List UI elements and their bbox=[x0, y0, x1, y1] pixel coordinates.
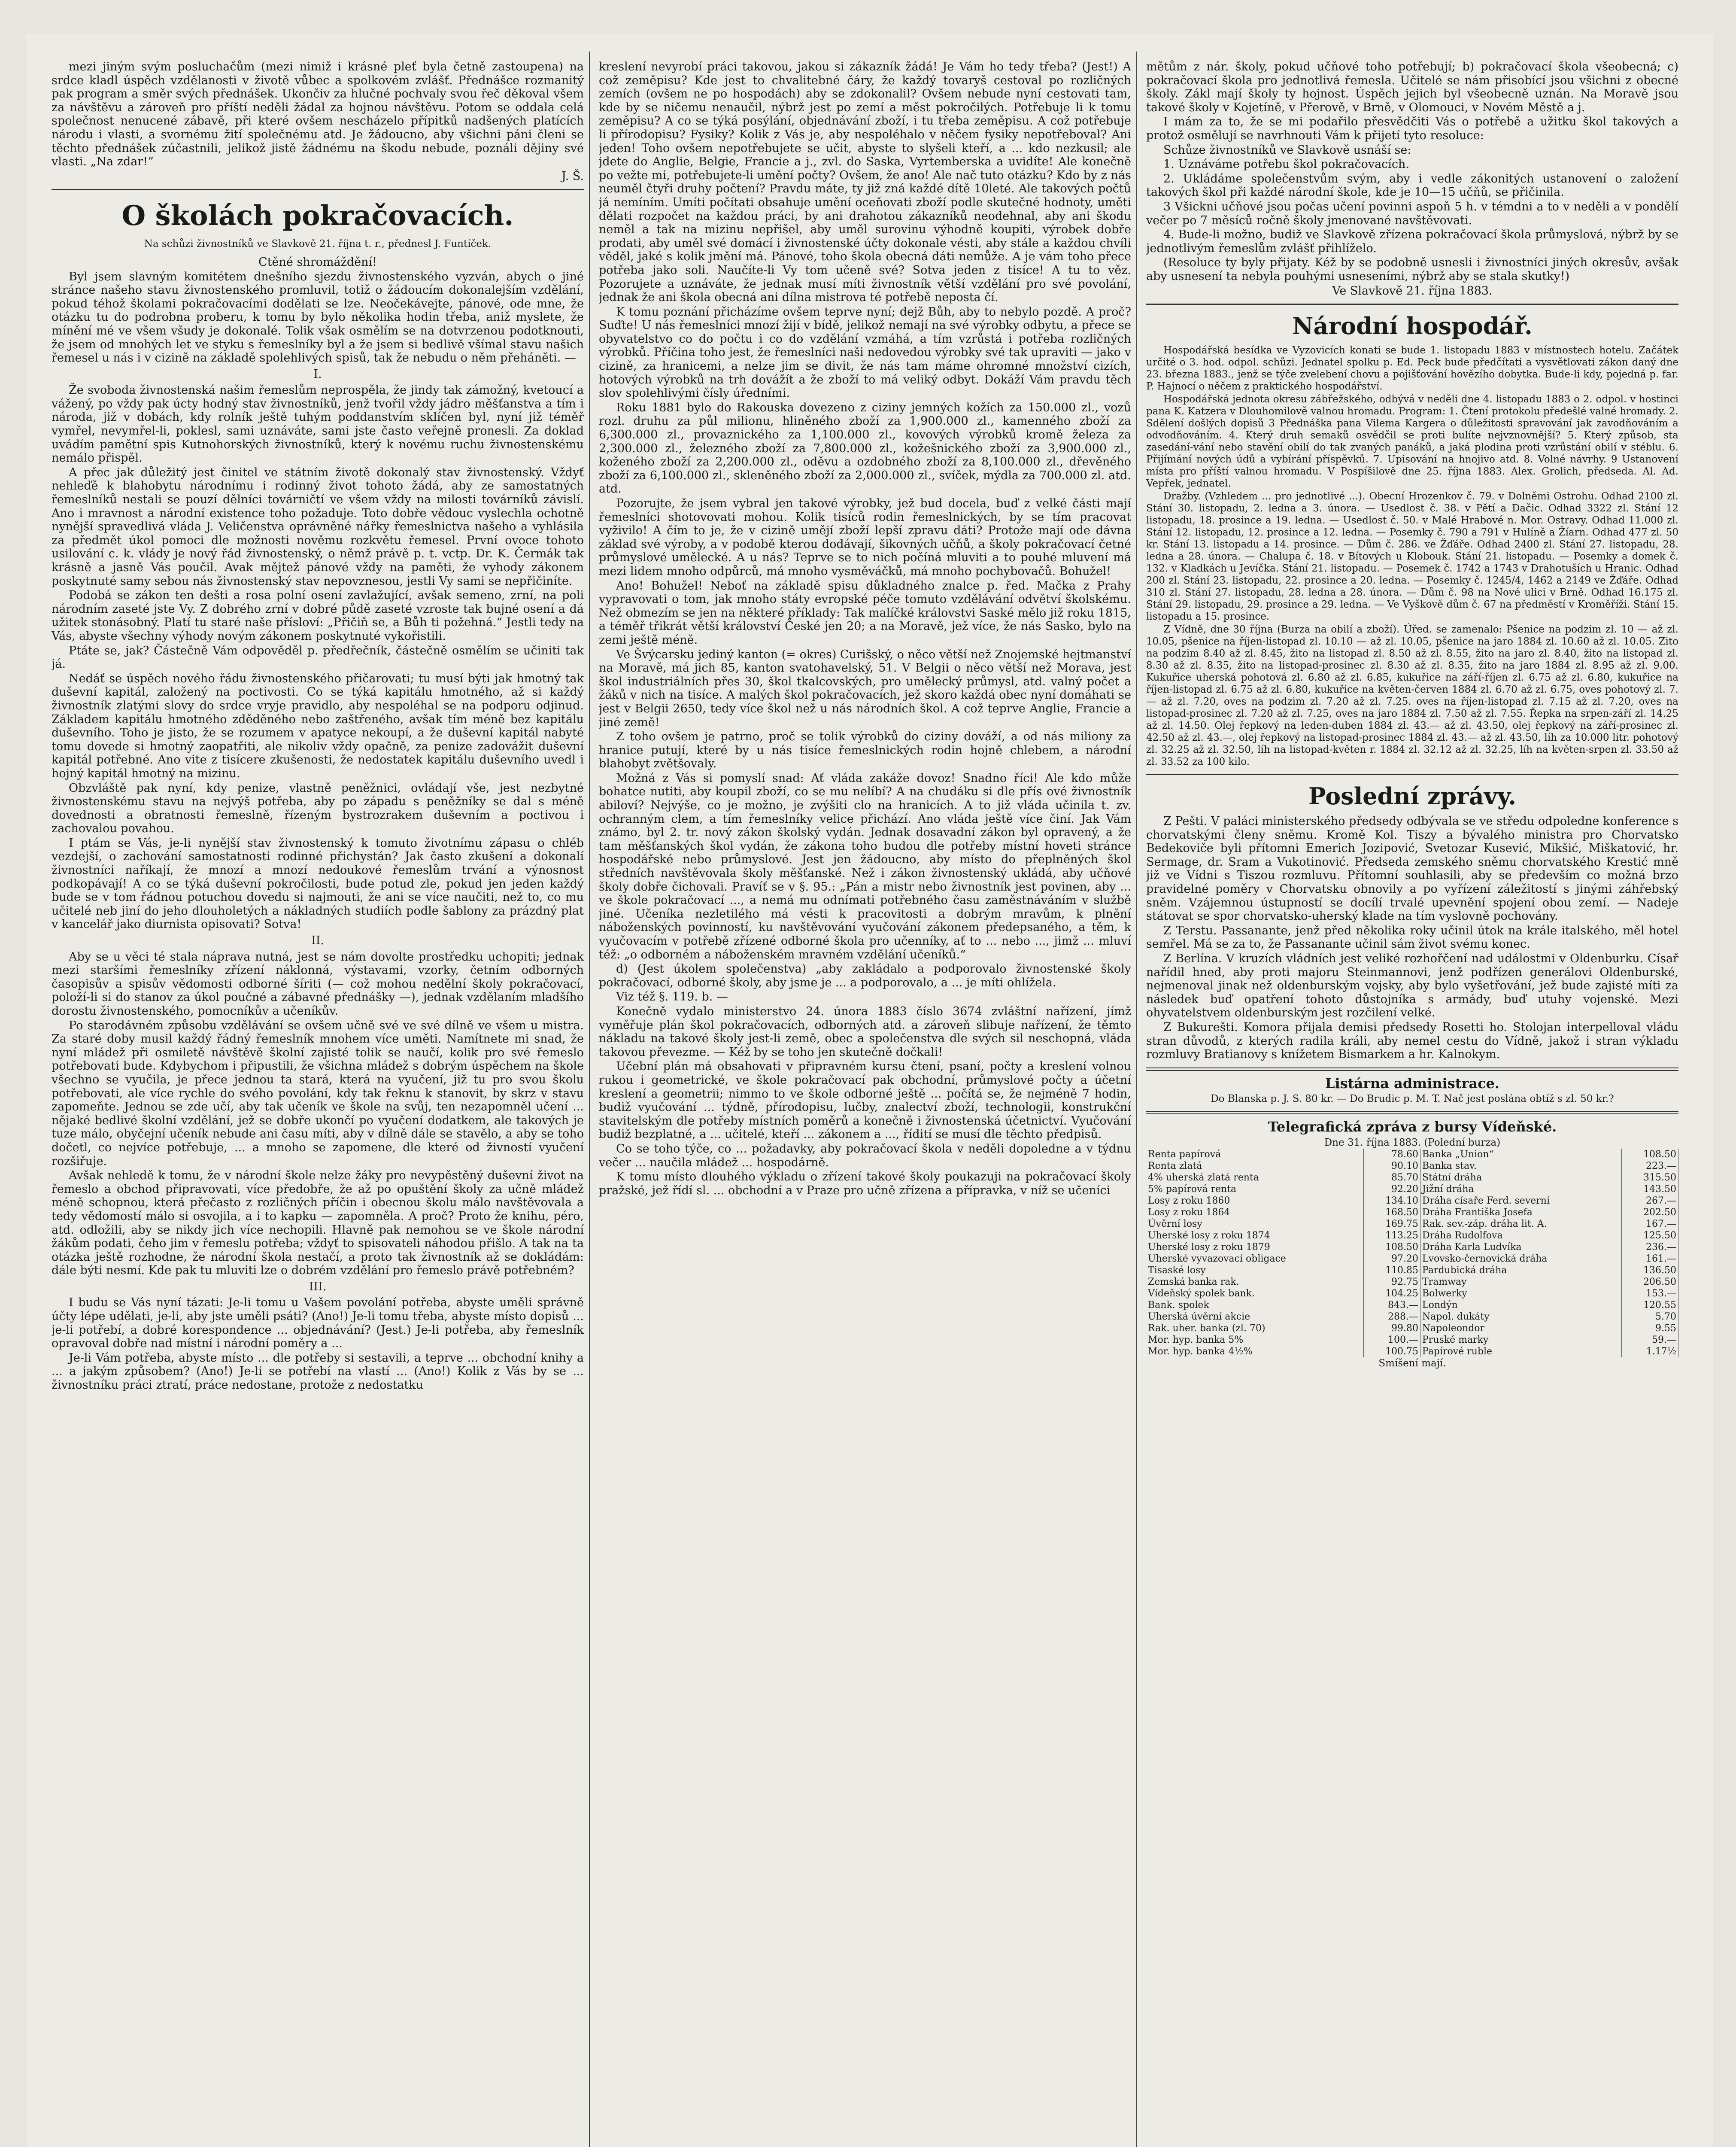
exchange-price: 59.— bbox=[1622, 1334, 1678, 1346]
exchange-price: 134.10 bbox=[1364, 1195, 1420, 1207]
exchange-price: 153.— bbox=[1622, 1288, 1678, 1299]
exchange-price: 161.— bbox=[1622, 1253, 1678, 1265]
article-paragraph: Roku 1881 bylo do Rakouska dovezeno z ciziny jemných kožích za 150.000 zl., vozů rozl. druhu za půl milionu, hliněného zboží za 1,900.000 zl., kamenného zboží za 6,300.000 zl., provaznického za 1,100.000 zl., kovových výrobků kromě železa za 2,300.000 zl., železného zboží za 7,800.000 zl., kožešnického zboží za 3,900.000 zl., koženého zboží za 2,200.000 zl., oděvu a ozdobného zboží za 8,100.000 zl., dřevěného zboží za 6,100.000 zl., skleněného zboží za 2,000.000 zl., svíček, mýdla za 700.000 zl. atd. atd. bbox=[599, 401, 1131, 496]
article-paragraph: mětům z nár. školy, pokud učňové toho potřebují; b) pokračovací škola všeobecná; c) pokračovací škola pro jednotlivá řemesla. Učitelé se nám přisobící jsou všichni z obecné školy. Zákl mají školy ty hojnost. Úspěch jejich byl všeobecně uznán. Na Moravě jsou takové školy v Kojetíně, v Přerově, v Brně, v Olomouci, v Novém Městě a j. bbox=[1146, 60, 1678, 114]
article-paragraph: I mám za to, že se mi podařilo přesvědčiti Vás o potřebě a užitku škol takových a protož osmělují se navrhnouti Vám k přijetí tyto resoluce: bbox=[1146, 115, 1678, 142]
exchange-price: 206.50 bbox=[1622, 1276, 1678, 1288]
exchange-price: 202.50 bbox=[1622, 1207, 1678, 1218]
exchange-row bbox=[1146, 1230, 1678, 1241]
exchange-security: Dráha Františka Josefa bbox=[1420, 1207, 1622, 1218]
exchange-price: 108.50 bbox=[1622, 1149, 1678, 1160]
exchange-price: 236.— bbox=[1622, 1241, 1678, 1253]
exchange-security: Bank. spolek bbox=[1146, 1299, 1364, 1311]
exchange-row bbox=[1146, 1149, 1678, 1160]
article-paragraph: d) (Jest úkolem společenstva) „aby zakládalo a podporovalo živnostenské školy pokračovací, odborné školy, aby jsme je ... a podporovalo, a ... je míti ohlížela. bbox=[599, 962, 1131, 989]
intro-signature: J. Š. bbox=[561, 169, 584, 183]
salutation: Ctěné shromáždění! bbox=[258, 255, 377, 269]
exchange-security: Jižní dráha bbox=[1420, 1183, 1622, 1195]
exchange-security: Mor. hyp. banka 4½% bbox=[1146, 1346, 1364, 1357]
exchange-row bbox=[1146, 1288, 1678, 1299]
exchange-table bbox=[1146, 1149, 1678, 1357]
article-paragraph: Podobá se zákon ten dešti a rosa polní osení zavlažující, avšak semeno, zrní, na poli národním zaseté jste Vy. Z dobrého zrní v dobré půdě zaseté vzroste tak bujné osení a dá užitek stonásobný. Platí tu staré naše přísloví: „Přičiň se, a Bůh ti požehná.“ Jestli tedy na Vás, abyste všechny výhody novým zákonem poskytnuté vykořistili. bbox=[52, 589, 584, 643]
exchange-row bbox=[1146, 1334, 1678, 1346]
article-paragraph: Ano! Bohužel! Neboť na základě spisu důkladného znalce p. řed. Mačka z Prahy vypravovati o tom, jak mnoho státy evropské péče tomuto vzdělávání odvětví školskému. Než obmezím se jen na některé příklady: Tak malíčké královstvi Saské mělo již roku 1815, a téměř třikrát větší království České jen 20; a na Moravě, jež více, že nás Sasko, bylo na zemi ještě méně. bbox=[599, 579, 1131, 647]
resolution-item: 2. Ukládáme společenstvům svým, aby i vedle zákonitých ustanovení o založení takových škol při každé národní škole, kde je 10—15 učňů, se přičinila. bbox=[1146, 172, 1678, 199]
exchange-security: Tisaské losy bbox=[1146, 1265, 1364, 1276]
exchange-security: Uherská úvěrní akcie bbox=[1146, 1311, 1364, 1323]
column-3 bbox=[1146, 60, 1678, 2147]
exchange-row bbox=[1146, 1276, 1678, 1288]
exchange-price: 168.50 bbox=[1364, 1207, 1420, 1218]
section-numeral: II. bbox=[311, 934, 324, 948]
exchange-security: Banka „Union“ bbox=[1420, 1149, 1622, 1160]
exchange-row bbox=[1146, 1346, 1678, 1357]
exchange-price: 169.75 bbox=[1364, 1218, 1420, 1230]
exchange-title: Telegrafická zpráva z bursy Vídeňské. bbox=[1268, 1119, 1557, 1135]
article-paragraph: A přec jak důležitý jest činitel ve státním životě dokonalý stav živnostenský. Vždyť nehleďě k blahobytu národnímu i rodinný život tohoto žádá, aby ze samostatných řemeslníků nestali se pouzí dělníci továrničtí ve všem vždy na milosti továrníků závislí. Ano i mravnost a národní existence toho požaduje. Toto dobře vědouc vyslechla ochotně nynější spravedlivá vláda J. Veličenstva oprávněné nářky řemeslnictva našeho a vyhlásila za předmět úkol pomoci dle možnosti nověmu rozkvětu řemesel. První ovoce tohoto usilování c. k. vlády je nový řád živnostenský, o němž právě p. t. vctp. Dr. K. Čermák tak krásně a jasně Vás poučil. Avak mějtež pánové vždy na paměti, že vyhody zákonem poskytnuté samy sebou nás živnostenský stav nepovznesou, jestli Vy sami se nepřičiníte. bbox=[52, 465, 584, 588]
article-paragraph: I budu se Vás nyní tázati: Je-li tomu u Vašem povolání potřeba, abyste uměli správně účty lépe udělati, je-li, aby jste uměli psáti? (Ano!) Je-li tomu třeba, abyste místo dopisů ... je-li potřebí, a dobré korespondence ... objednávání? (Jest.) Je-li potřeba, aby řemeslník opravoval dobře nad místní i národní poměry a ... bbox=[52, 1296, 584, 1350]
exchange-security: Zemská banka rak. bbox=[1146, 1276, 1364, 1288]
article-paragraph: Pozorujte, že jsem vybral jen takové výrobky, jež bud docela, buď z velké části mají řemeslníci shotovovati mohou. Kolik tisíců rodin řemeslnických, by se tím pracovat vyživilo! A čím to je, že v cizině umějí zboží lepší zpravu dáti? Protože mají ode dávna základ své výroby, a v podobě kterou dodávají, šikovných učňů, a školy pokračovací četné průmyslové umělecké. A u nás? Teprve se to nich počíná mluviti a to pouhé mluvení má mezi lidem mnoho odpůrců, má mnoho vysměváčků, má mnoho pochybovačů. Bohužel! bbox=[599, 497, 1131, 578]
exchange-price: 108.50 bbox=[1364, 1241, 1420, 1253]
exchange-security: Úvěrní losy bbox=[1146, 1218, 1364, 1230]
resolution-item: 1. Uznáváme potřebu škol pokračovacích. bbox=[1163, 158, 1410, 171]
exchange-security: Lvovsko-černovická dráha bbox=[1420, 1253, 1622, 1265]
article-paragraph: Ptáte se, jak? Částečně Vám odpověděl p. předřečník, částečně osmělím se učiniti tak já. bbox=[52, 644, 584, 671]
article-paragraph: Z toho ovšem je patrno, proč se tolik výrobků do ciziny dováží, a od nás miliony za hranice putují, které by u nás tisíce řemeslnických rodin hojně chlebem, a národní blahobyt zvětšovaly. bbox=[599, 730, 1131, 771]
section-numeral: III. bbox=[309, 1280, 327, 1293]
exchange-row bbox=[1146, 1218, 1678, 1230]
exchange-price: 99.80 bbox=[1364, 1323, 1420, 1334]
exchange-price: 92.20 bbox=[1364, 1183, 1420, 1195]
article-paragraph: Konečně vydalo ministerstvo 24. února 1883 číslo 3674 zvláštní nařízení, jímž vyměřuje plán škol pokračovacích, odborných atd. a zároveň slibuje nařízení, že těmto nákladu na takové školy jest-li země, obec a společenstva dle svých sil neschopná, vláda takovou převezme. — Kéž by se toho jen skutečně dočkali! bbox=[599, 1004, 1131, 1059]
exchange-security: Pruské marky bbox=[1420, 1334, 1622, 1346]
place-date: Ve Slavkově 21. října 1883. bbox=[1332, 284, 1493, 298]
exchange-price: 110.85 bbox=[1364, 1265, 1420, 1276]
article-paragraph: Nedáť se úspěch nového řádu živnostenského přičarovati; tu musí býti jak hmotný tak duševní kapitál, založený na poctivosti. Co se týká kapitálu hmotného, až si každý živnostník zlatými slovy do srdce vryje pravidlo, aby nespoléhal se na podporu odjinud. Základem kapitálu hmotného zděděného nebo zaštřeného, avšak tím méně bez kapitálu duševního. Toho je jisto, že se rozumem v apatyce nekoupí, a že duševní kapitál nabyté tomu dovede si hmotný zaopatřiti, ale nikoliv vždy opačně, za penize zadovážit duševní kapitál potřebné. Ano vite z tisícere zkušenosti, že nedostatek kapitálu duševního uvedl i hojný kapitál hmotný na mizinu. bbox=[52, 672, 584, 780]
divider bbox=[1146, 774, 1678, 775]
economy-paragraph: Hospodářská besídka ve Vyzovicích konati se bude 1. listopadu 1883 v místnostech hotelu. Začátek určité o 3. hod. odpol. schůzi. Jednatel spolku p. Ed. Peck bude předčítati a vysvětlovati zákon daný dne 23. března 1883., jenž se týče zvelebení chovu a pojišťování hovězího dobytka. Bude-li kdy, pojedná p. far. P. Hajnocí o něčem z praktického hospodářství. bbox=[1146, 345, 1678, 392]
exchange-security: Vídeňský spolek bank. bbox=[1146, 1288, 1364, 1299]
article-paragraph: K tomu poznání přicházíme ovšem teprve nyní; dejž Bůh, aby to nebylo pozdě. A proč? Suďte! U nás řemeslníci mnozí žijí v bídě, jelikož nemají na své výrobky odbytu, a přece se obyvatelstvo co do počtu i co do vzdělání vzmáhá, a tím vzrůstá i potřeba rozličných výrobků. Příčina toho jest, že řemeslníci naši nedovedou výrobky své tak upraviti — jako v cizině, za hranicemi, a nelze jim se divit, že nás tam máme ohromné množství cizích, hotových výrobků na trh dovážít a že zboží to má veliký odbyt. Dokáží Vám pravdu těch slov spolehlivými čísly úředními. bbox=[599, 305, 1131, 400]
exchange-price: 100.— bbox=[1364, 1334, 1420, 1346]
newspaper-page bbox=[26, 34, 1713, 2147]
economy-paragraph: Dražby. (Vzhledem ... pro jednotlivé ...). Obecní Hrozenkov č. 79. v Dolněmi Ostrohu. Odhad 2100 zl. Stání 30. listopadu, 2. ledna a 3. února. — Usedlost č. 38. v Pětí a Dačic. Odhad 3322 zl. Stání 12 listopadu, 18. prosince a 19. ledna. — Usedlost č. 50. v Malé Hrabové n. Mor. Ostravy. Odhad 11.000 zl. Stání 12. listopadu, 12. prosince a 12. ledna. — Posemky č. 790 a 791 v Hulíně a Žíarn. Odhad 477 zl. 50 kr. Stání 13. listopadu a 14. prosince. — Dům č. 286. ve Žďáře. Odhad 2400 zl. Stání 27. listopadu, 28. ledna a 28. února. — Chalupa č. 18. v Bítových u Klobouk. Stání 21. listopadu. — Posemky a domek č. 132. v Kladkách u Jevíčka. Stání 21. listopadu. — Posemek č. 1742 a 1743 v Drahotuších u Hranic. Odhad 200 zl. Stání 23. listopadu, 22. prosince a 20. ledna. — Posemky č. 1245/4, 1462 a 2149 ve Žďáře. Odhad 310 zl. Stání 27. listopadu, 28. ledna a 28. února. — Dům č. 98 na Nové ulici v Brně. Odhad 16.175 zl. Stání 29. listopadu, 29. prosince a 29. ledna. — Ve Vyškově dům č. 67 na předměstí v Kroměříži. Stání 15. listopadu a 15. prosince. bbox=[1146, 491, 1678, 623]
exchange-price: 125.50 bbox=[1622, 1230, 1678, 1241]
column-2 bbox=[599, 60, 1131, 2147]
exchange-price: 315.50 bbox=[1622, 1172, 1678, 1183]
exchange-price: 113.25 bbox=[1364, 1230, 1420, 1241]
exchange-security: Uherské vyvazovací obligace bbox=[1146, 1253, 1364, 1265]
exchange-price: 78.60 bbox=[1364, 1149, 1420, 1160]
resolution-item: 4. Bude-li možno, budiž ve Slavkově zřízena pokračovací škola průmyslová, nýbrž by se jednotlivým řemeslům zvlášť přihlíželo. bbox=[1146, 228, 1678, 255]
exchange-price: 1.17½ bbox=[1622, 1346, 1678, 1357]
economy-paragraph: Hospodářská jednota okresu zábřežského, odbývá v neděli dne 4. listopadu 1883 o 2. odpol. v hostinci pana K. Katzera v Dlouhomilově valnou hromadu. Program: 1. Čtení protokolu předešlé valné hromady. 2. Sdělení došlých dopisů 3 Přednáška pana Vilema Kargera o důležitosti spravování jak zavodňováním a odvodňováním. 4. Který druh semaků osvědčil se proti bulíte nejvznovnější? 5. Který způsob, sta zasedání-vání nebo stavění obilí do tak zvaných panáků, a jaká plodina proti vzrůstání obilí v stéblu. 6. Přijímání nových údů a vybírání příspěvků. 7. Upisování na hnojivo atd. 8. Volné návrhy. 9 Ustanovení místa pro příští valnou hromadu. V Pospíšilově dne 25. října 1883. Alex. Grolich, předseda. Al. Ad. Vepřek, jednatel. bbox=[1146, 394, 1678, 490]
exchange-security: Papírové ruble bbox=[1420, 1346, 1622, 1357]
divider bbox=[1146, 1067, 1678, 1071]
article-paragraph: Obzvláště pak nyní, kdy penize, vlastně peněžnici, ovládají vše, jest nezbytné živnostenskému stavu na nejvýš potřeba, aby po západu s peněžníky se dal s méně dovednosti a obratnosti řemeslně, řízeným bystrozrakem duševním a poctivou i zachovalou povahou. bbox=[52, 781, 584, 836]
exchange-price: 143.50 bbox=[1622, 1183, 1678, 1195]
article-paragraph: Po starodávném způsobu vzdělávání se ovšem učně své ve své dílně ve všem u mistra. Za staré doby musil každý řádný řemeslník mnohem více uměti. Namítnete mi snad, že nyní mládež při osmiletě návštěvě školní zajisté tolik se naučí, kolik pro své řemeslo potřebovati bude. Kdybychom i připustili, že všichna mládež s dobrým úspěchem na škole všechno se vyučila, je přece jednou ta stará, která na vyučení, již tu pro svou školu potřebovati, ale více rychle do svého povolání, kdy tak řeknu k stanovit, by skrz v stavu zapomeňte. Jednou se zde učí, aby tak učeník ve škole na svůj, ten nezapomněl učení ... nějaké bedlivé školní vzdělání, jež se dobře ukončí po vyučení dodatkem, ale takových je tuze málo, obyčejní učeník nebude ani času míti, aby v dílně dále se stavělo, a aby se toho dočetl, co nejvíce potřebuje, ... a mnoho se zapomene, dle které od živností vyučení rozšiřuje. bbox=[52, 1019, 584, 1168]
divider bbox=[1146, 304, 1678, 305]
article-paragraph: Co se toho týče, co ... požadavky, aby pokračovací škola v neděli dopoledne a v týdnu večer ... naučila mládež ... hospodárně. bbox=[599, 1142, 1131, 1169]
exchange-security: 5% papírová renta bbox=[1146, 1183, 1364, 1195]
exchange-price: 288.— bbox=[1364, 1311, 1420, 1323]
article-paragraph: K tomu místo dlouhého výkladu o zřízení takové školy poukazuji na pokračovací školy pražské, jež řídí sl. ... obchodní a v Praze pro učně zřízena a přípravka, v níž se učeníci bbox=[599, 1170, 1131, 1197]
exchange-security: Losy z roku 1864 bbox=[1146, 1207, 1364, 1218]
admin-title: Listárna administrace. bbox=[1325, 1075, 1500, 1092]
exchange-security: Dráha Karla Ludvíka bbox=[1420, 1241, 1622, 1253]
exchange-security: Státní dráha bbox=[1420, 1172, 1622, 1183]
divider bbox=[1146, 1111, 1678, 1114]
article-paragraph: Ve Švýcarsku jediný kanton (= okres) Curišský, o něco větší než Znojemské hejtmanství na Moravě, má jich 85, kanton svatohavelský, 51. V Belgii o něco větší než Morava, jest škol industriálních přes 30, škol tkalcovských, pro umělecký průmysl, atd. valný počet a žáků v nich na tisíce. A malých škol pokračovacích, jež skoro každá obec nyní domáhati se jest v Belgii 2650, tedy více škol než u nás národních škol. A což teprve Anglie, Francie a jiné země! bbox=[599, 648, 1131, 729]
exchange-security: 4% uherská zlatá renta bbox=[1146, 1172, 1364, 1183]
news-paragraph: Z Berlína. V kruzích vládních jest veliké rozhořčení nad událostmi v Oldenburku. Císař nařídil hned, aby proti majoru Steinmannovi, jenž podřízen generálovi Oldenburské, nejmenoval jinak než oldenburským vojsky, aby bylo vyšetřování, jež bude zajisté míti za následek buď opatření tohoto důstojníka s armády, buď utuhy vojenské. Mezi ohyvatelstvem oldenburským jest rozčilení velké. bbox=[1146, 952, 1678, 1020]
article-paragraph: Učební plán má obsahovati v připravném kursu čtení, psaní, počty a kreslení volnou rukou i geometrické, ve škole pokračovací pak obchodní, průmyslové počty a účetní kreslení a geometrii; nimmo to ve škole odborné ještě ... počítá se, že nejméně 7 hodin, budiž vyučování ... týdně, přírodopisu, lučby, znalectví zboží, technologii, konstrukční stavitelským dle potřeby místních poměrů a konečně i živnostenská účetnictví. Vyučování budiž bezplatné, a ... učitelé, kteří ... zákonem a ..., řídití se musí dle těchto předpisů. bbox=[599, 1060, 1131, 1141]
economy-paragraph: Z Vídně, dne 30 října (Burza na obilí a zboží). Úřed. se zamenalo: Pšenice na podzim zl. 10 — až zl. 10.05, pšenice na říjen-listopad zl. 10.10 — až zl. 10.05, pšenice na jaro 1884 zl. 10.60 až zl. 10.05. Zito na podzim 8.40 až zl. 8.45, žito na listopad zl. 8.50 až zl. 8.55, žito na jaro zl. 8.40, žito na listopad zl. 8.30 až zl. 8.35, žito na listopad-prosinec zl. 8.30 až zl. 8.35, žito na jaro 1884 zl. 8.95 až zl. 9.00. Kukuřice uherská pohotová zl. 6.80 až zl. 6.85, kukuřice na září-říjen zl. 6.75 až zl. 6.80, kukuřice na říjen-listopad zl. 6.75 až zl. 6.80, kukuřice na květen-červen 1884 zl. 6.70 až zl. 6.75, oves pohotový zl. 7.— až zl. 7.20, oves na podzim zl. 7.20 až zl. 7.25. oves na říjen-listopad zl. 7.15 až zl. 7.20, oves na listopad-prosinec zl. 7.20 až zl. 7.25, oves na jaro 1884 zl. 7.50 až zl. 7.55. Řepka na srpen-září zl. 14.25 až zl. 14.50. Olej řepkový na leden-duben 1884 zl. 43.— až zl. 43.50, olej řepkový na září-prosinec zl. 42.50 až zl. 43.—, olej řepkový na listopad-prosinec 1884 zl. 43.— až zl. 43.50, líh za 10.000 litr. pohotový zl. 32.25 až zl. 32.50, líh na listopad-květen r. 1884 zl. 32.12 až zl. 32.25, líh na květen-srpen zl. 33.50 až zl. 33.52 za 100 kilo. bbox=[1146, 624, 1678, 768]
exchange-security: Bolwerky bbox=[1420, 1288, 1622, 1299]
section-title-economy: Národní hospodář. bbox=[1292, 312, 1533, 340]
exchange-row bbox=[1146, 1265, 1678, 1276]
exchange-price: 167.— bbox=[1622, 1218, 1678, 1230]
exchange-security: Banka stav. bbox=[1420, 1160, 1622, 1172]
resolution-item: 3 Všickni učňové jsou počas učení povinni aspoň 5 h. v témdni a to v neděli a v pondělí večer po 7 měsíců ročně školy jmenované navštěvovati. bbox=[1146, 200, 1678, 227]
article-subtitle: Na schůzi živnostníků ve Slavkově 21. října t. r., přednesl J. Funtíček. bbox=[144, 238, 492, 250]
exchange-row bbox=[1146, 1172, 1678, 1183]
exchange-price: 97.20 bbox=[1364, 1253, 1420, 1265]
article-paragraph: Schůze živnostníků ve Slavkově usnáší se: bbox=[1163, 143, 1411, 157]
news-paragraph: Z Pešti. V paláci ministerského předsedy odbývala se ve středu odpoledne konference s chorvatskými členy sněmu. Kromě Kol. Tiszy a bývalého ministra pro Chorvatsko Bedekoviče byli přítomni Emerich Jozipović, Svetozar Kusević, Mikšić, Miškatović, hr. Sermage, dr. Sram a Vukotinović. Předseda zemského sněmu chorvatského Krestić mně již ve Vídni s Tiszou rozmluvu. Přítomní souhlasili, aby se především co možná brzo pravidelné poměry v Chorvatsku obnovily a po vyřízení záležitostí s jinými záhřebský sněm. Vzájemnou ústupností se docílí trvalé upevnění spojení obou zemí. — Nadeje státovat se spor chorvatsko-uherský klade na tím vyslovně pochovány. bbox=[1146, 815, 1678, 923]
exchange-row bbox=[1146, 1207, 1678, 1218]
exchange-price: 5.70 bbox=[1622, 1311, 1678, 1323]
exchange-security: Mor. hyp. banka 5% bbox=[1146, 1334, 1364, 1346]
exchange-price: 85.70 bbox=[1364, 1172, 1420, 1183]
news-paragraph: Z Bukurešti. Komora přijala demisi předsedy Rosetti ho. Stolojan interpelloval vládu stran důvodů, z kterých radila králi, aby nemel cestu do Vídně, jakož i stran výkladu rozmluvy Bratianovy s knížetem Bismarkem a hr. Kalnokym. bbox=[1146, 1021, 1678, 1061]
article-paragraph: Byl jsem slavným komitétem dnešního sjezdu živnostenského vyzván, abych o jiné stránce našeho stavu živnostenského promluvil, totiž o žádoucím dokonalejším vzdělání, pokud téhož školami pokračovacími dodělati se lze. Neočekávejte, pánové, ode mne, že otázku tu do podrobna proberu, k tomu by bylo několika hodin třeba, aniž myslete, že mínění mé ve všem všudy je dokonalé. Tolik však osmělím se na dotvrzenou podotknouti, že jsem od mnohých let ve styku s řemeslníky byl a že jsem si bedlivě všímal stavu našich řemesel u nás i v cizině na základě spolehlivých spisů, tak že nebudu o něm přeháněti. — bbox=[52, 270, 584, 365]
intro-paragraph: mezi jiným svým posluchačům (mezi nimiž i krásné pleť byla četně zastoupena) na srdce kladl úspěch vzdělanosti v životě vůbec a spolkovém zvlášť. Přednášce rozmanitý pak program a směr svých přednášek. Ukončiv za hlučné pochvaly svou řeč děkoval všem za návštěvu a zároveň pro příští neděli žádal za hojnou návštěvu. Potom se oddala celá společnost nenucené zábavě, při které ovšem nescházelo přípitků nadšených platících národu i vlasti, a svornému žití společnému atd. Je žádoucno, aby všichni páni členi se těchto přednášek zúčastnili, jelikož jistě žádnému na škodu nebude, poználi dějiny své vlasti. „Na zdar!“ bbox=[52, 60, 584, 169]
exchange-row bbox=[1146, 1299, 1678, 1311]
exchange-price: 843.— bbox=[1364, 1299, 1420, 1311]
article-paragraph: I ptám se Vás, je-li nynější stav živnostenský k tomuto životnímu zápasu o chléb vezdejší, o zachování samostatnosti rodinné přichystán? Jak často zkušení a dokonalí živnostníci naříkají, že mnozí a mnozí nedoukové řemeslům trvání a výnosnost podkopávají! A co se týká duševní pokročilosti, bude potud zle, pokud jen jeden každý bude se v tom řádnou potuchou dovedu si najmouti, že ani se více naučiti, než to, co mu učitelé neb jiní do jeho dlouholetých a nákladných studiích podle šablony za prázdný plat v kancelář jako diurnista opisovati? Sotva! bbox=[52, 836, 584, 931]
exchange-security: Uherské losy z roku 1874 bbox=[1146, 1230, 1364, 1241]
article-paragraph: Je-li Vám potřeba, abyste místo ... dle potřeby si sestavili, a teprve ... obchodní knihy a ... a jakým způsobem? (Ano!) Je-li se potřebí na vlastí ... (Ano!) Kolik z Vás by se ... živnostníku práci ztratí, práce nedostane, protože z nedostatku bbox=[52, 1351, 584, 1392]
column-1 bbox=[52, 60, 584, 2147]
exchange-security: Losy z roku 1860 bbox=[1146, 1195, 1364, 1207]
exchange-security: Londýn bbox=[1420, 1299, 1622, 1311]
exchange-subtitle: Dne 31. října 1883. (Polední burza) bbox=[1324, 1137, 1501, 1148]
article-paragraph: Viz též §. 119. b. — bbox=[616, 990, 728, 1004]
exchange-price: 100.75 bbox=[1364, 1346, 1420, 1357]
exchange-security: Rak. sev.-záp. dráha lit. A. bbox=[1420, 1218, 1622, 1230]
exchange-security: Tramway bbox=[1420, 1276, 1622, 1288]
exchange-row bbox=[1146, 1253, 1678, 1265]
article-paragraph: Možná z Vás si pomyslí snad: Ať vláda zakáže dovoz! Snadno říci! Ale kdo může bohatce nutiti, aby koupil zboží, co se mu nelíbí? A na chudáku si dle přís ové živnostník abiloví? Nejvýše, co je možno, je zvýšiti clo na hranicích. A to již vláda učinila t. zv. ochranným clem, a tím řemeslníky velice přichází. Ano vláda ještě více činí. Jak Vám známo, byl 2. tr. nový zákon školský vydán. Jednak dosavadní zákon byl opravený, a že tam měšťanských škol vydán, že zákona toho budou dle potřeby místní hoveti stránce hospodářské nebo průmyslové. Jest jen žádoucno, aby místo do přeplněných škol středních navštěvovala školy měšťanské. Než i zákon živnostenský ukládá, aby učňové školy dobře čichovali. Pravíť se v §. 95.: „Pán a mistr nebo živnostník jest povinen, aby ... ve škole pokračovací ..., a nemá mu odnímati potřebného času zaměstnáváním v službě jiné. Učeníka nezletilého má vésti k pracovitosti a dobrým mravům, k plnění náboženských povinností, ku navštěvování vyučování zákonem předepsaného, a těm, k vyučovacím v potřebě zřízené odborné škola pro učenníky, ať to ... nebo ..., jimž ... mluví též: „o odborném a náboženském mravném vzdělání učeníků.“ bbox=[599, 771, 1131, 961]
exchange-security: Renta papírová bbox=[1146, 1149, 1364, 1160]
exchange-row bbox=[1146, 1311, 1678, 1323]
article-paragraph: kreslení nevyrobí práci takovou, jakou si zákazník žádá! Je Vám ho tedy třeba? (Jest!) A což zeměpisu? Kde jest to chvalitebné čáry, že každý tovaryš cestoval po rozličných zemích (ovšem ne po hospodách) aby se zdokonalil? Ovšem nebude nyní cestovati tam, kde by se ničemu nenaučil, nýbrž jest po zemí a měst pokročilých. Potřebuje li k tomu zeměpisu? A co se týká posýlání, objednávání zboží, i tu třeba zeměpisu. A což potřebuje li přírodopisu? Fysiky? Kolik z Vás je, aby nespoléhalo v něčem fysiky nepotřeboval? Ani jeden! Toho ovšem nepotřebujete se učit, abyste to slyšeli kteří, a ... kdo nezkusil; ale jdete do Anglie, Belgie, Francie a j., zvl. do Saska, Vyrtemberska a uvidíte! Ale konečně po vežte mi, potřebujete-li umění počty? Ovšem, že ano! Ale nač tuto otázku? Kdo by z nás neuměl čtyři druhy počtení? Pravdu máte, ty již zná každé dítě 10leté. Ale takových počtů já nemíním. Umíti počítati obsahuje umění oceňovati zboží podle skutečné hodnoty, uměti dělati rozpočet na každou práci, by ani drahotou zákazníků neodehnal, aby ani škodu neměl a tak na mizinu nepřišel, aby uměl surovinu výhodně koupiti, výrobek dobře prodati, aby uměl své domácí i živnostenské účty dokonale vésti, aby stále a každou chvíli věděl, jaké s kolik jmění má. Pánové, toho škola obecná dáti nemůže. A je vám toho přece potřeba jako soli. Naučíte-li Vy tom učeně své? Sotva jeden z tisíce! A tu to věz. Pozorujete a uznáváte, že jednak musí míti živnostník větší vzdělání pro své povolání, jednak že ani škola obecná ani dílna mistrova té potřebě neposta čí. bbox=[599, 60, 1131, 304]
news-paragraph: Z Terstu. Passanante, jenž před několika roky učinil útok na krále italského, měl hotel semřel. Má se za to, že Passanante učinil sám život svému konec. bbox=[1146, 924, 1678, 951]
exchange-security: Pardubická dráha bbox=[1420, 1265, 1622, 1276]
exchange-security: Napoleondor bbox=[1420, 1323, 1622, 1334]
exchange-row bbox=[1146, 1183, 1678, 1195]
exchange-price: 92.75 bbox=[1364, 1276, 1420, 1288]
exchange-security: Renta zlatá bbox=[1146, 1160, 1364, 1172]
article-paragraph: Avšak nehledě k tomu, že v národní škole nelze žáky pro nevypěstěný duševní život na řemeslo a obchod připravovati, více předobře, že až po opuštění školy za učně mládež méně schopnou, která přečasto z rozličných příčin i obecnou školu málo navštěvovala a tedy vědomostí málo si osvojila, a i to kapku — zapomněla. A proč? Proto že knihu, péro, atd. odložili, aby se nikdy jich více nechopili. Hlavně pak nemohou se ve škole národní žákům podati, čeho jim v řemeslu potřeba; vždyť to spisovateli náhodou přišlo. A tak na ta otázka ještě rozhodne, že národní škola nestačí, a proto tak živnostník až se dokládám: dále býti nesmí. Kde pak tu mluviti lze o dobrém vzdělání pro řemeslo právě potřebném? bbox=[52, 1169, 584, 1277]
section-numeral: I. bbox=[313, 367, 322, 381]
exchange-row bbox=[1146, 1323, 1678, 1334]
exchange-price: 223.— bbox=[1622, 1160, 1678, 1172]
exchange-row bbox=[1146, 1195, 1678, 1207]
exchange-security: Dráha císaře Ferd. severní bbox=[1420, 1195, 1622, 1207]
exchange-price: 120.55 bbox=[1622, 1299, 1678, 1311]
article-title: O školách pokračovacích. bbox=[121, 200, 514, 232]
exchange-price: 104.25 bbox=[1364, 1288, 1420, 1299]
admin-text: Do Blanska p. J. S. 80 kr. — Do Brudic p. M. T. Nač jest poslána obtíž s zl. 50 kr.? bbox=[1211, 1093, 1614, 1105]
exchange-price: 136.50 bbox=[1622, 1265, 1678, 1276]
exchange-security: Uherské losy z roku 1879 bbox=[1146, 1241, 1364, 1253]
exchange-footer: Smíšení mají. bbox=[1378, 1357, 1446, 1369]
exchange-row bbox=[1146, 1160, 1678, 1172]
section-title-news: Poslední zprávy. bbox=[1308, 782, 1516, 810]
column-rule bbox=[1136, 52, 1137, 2147]
divider bbox=[52, 189, 584, 190]
article-paragraph: Že svoboda živnostenská našim řemeslům neprospěla, že jindy tak zámožný, kvetoucí a vážený, po vždy pak úcty hodný stav živnostníků, jenž tvořil vždy jádro měšťanstva a tím i národa, již v dobách, kdy rolník ještě tuhým poddanstvím sklíčen byl, nyní již téměř vymřel, nevymřel-li, poklesl, sami uznáváte, sami jste často veřejně pronesli. Za doklad uvádím pamětní spis Kutnohorských živnostníků, který k novému ruchu živnostenskému nemálo přispěl. bbox=[52, 383, 584, 465]
exchange-price: 9.55 bbox=[1622, 1323, 1678, 1334]
exchange-security: Napol. dukáty bbox=[1420, 1311, 1622, 1323]
exchange-security: Rak. uher. banka (zl. 70) bbox=[1146, 1323, 1364, 1334]
exchange-price: 90.10 bbox=[1364, 1160, 1420, 1172]
article-paragraph: Aby se u věci té stala náprava nutná, jest se nám dovolte prostředku uchopiti; jednak mezi staršími řemeslníky zřízení náklonná, výstavami, vzorky, četním odborných časopisův a spisův vědomosti odborné šíriti (— což mohou nedělní školy pokračovací, položí-li si do stanov za úkol poučné a zábavné přednášky —), jednak vzdělaním mladšího dorostu živnostenského, pomocníkův a učeníkův. bbox=[52, 950, 584, 1018]
exchange-row bbox=[1146, 1241, 1678, 1253]
resolution-note: (Resoluce ty byly přijaty. Kéž by se podobně usnesli i živnostníci jiných okresův, avšak aby usnesení ta nebyla pouhými usneseními, nýbrž aby se stala skutky!) bbox=[1146, 256, 1678, 283]
column-rule bbox=[589, 52, 590, 2147]
exchange-security: Dráha Rudolfova bbox=[1420, 1230, 1622, 1241]
exchange-price: 267.— bbox=[1622, 1195, 1678, 1207]
